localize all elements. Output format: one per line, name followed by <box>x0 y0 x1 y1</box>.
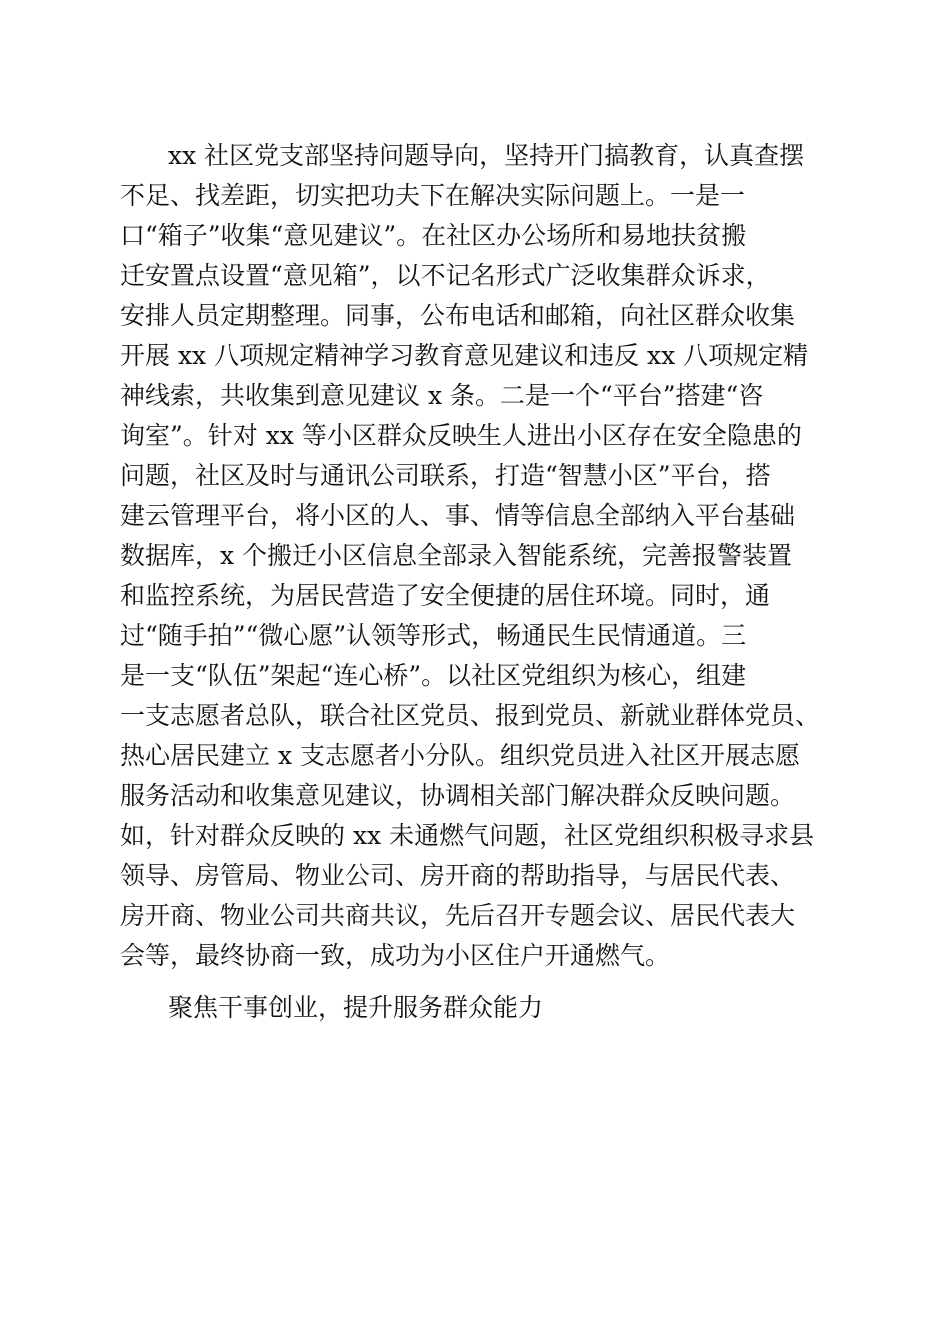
paragraph-line: 问题，社区及时与通讯公司联系，打造“智慧小区”平台，搭 <box>120 461 771 490</box>
paragraph-line: 建云管理平台，将小区的人、事、情等信息全部纳入平台基础 <box>120 501 796 530</box>
paragraph-line: 和监控系统，为居民营造了安全便捷的居住环境。同时，通 <box>120 581 771 610</box>
paragraph-line: 服务活动和收集意见建议，协调相关部门解决群众反映问题。 <box>120 781 796 810</box>
paragraph-line: 房开商、物业公司共商共议，先后召开专题会议、居民代表大 <box>120 901 796 930</box>
paragraph-line: xx 社区党支部坚持问题导向，坚持开门搞教育，认真查摆 <box>168 141 805 170</box>
paragraph-line: 开展 xx 八项规定精神学习教育意见建议和违反 xx 八项规定精 <box>120 341 809 370</box>
paragraph-line: 领导、房管局、物业公司、房开商的帮助指导，与居民代表、 <box>120 861 796 890</box>
paragraph-line: 迁安置点设置“意见箱”，以不记名形式广泛收集群众诉求， <box>120 261 771 290</box>
paragraph-line: 安排人员定期整理。同事，公布电话和邮箱，向社区群众收集 <box>120 301 796 330</box>
paragraph-line: 热心居民建立 x 支志愿者小分队。组织党员进入社区开展志愿 <box>120 741 800 770</box>
paragraph-line: 一支志愿者总队，联合社区党员、报到党员、新就业群体党员、 <box>120 701 821 730</box>
paragraph-line: 是一支“队伍”架起“连心桥”。以社区党组织为核心，组建 <box>120 661 747 690</box>
paragraph-line: 会等，最终协商一致，成功为小区住户开通燃气。 <box>120 941 671 970</box>
paragraph-line: 神线索，共收集到意见建议 x 条。二是一个“平台”搭建“咨 <box>120 381 764 410</box>
paragraph-line: 如，针对群众反映的 xx 未通燃气问题，社区党组织积极寻求县 <box>120 821 815 850</box>
paragraph-line: 不足、找差距，切实把功夫下在解决实际问题上。一是一 <box>120 181 746 210</box>
paragraph-line: 询室”。针对 xx 等小区群众反映生人进出小区存在安全隐患的 <box>120 421 802 450</box>
paragraph-line: 数据库，x 个搬迁小区信息全部录入智能系统，完善报警装置 <box>120 541 793 570</box>
section-heading: 聚焦干事创业，提升服务群众能力 <box>168 993 544 1022</box>
paragraph-line: 口“箱子”收集“意见建议”。在社区办公场所和易地扶贫搬 <box>120 221 747 250</box>
paragraph-line: 过“随手拍”“微心愿”认领等形式，畅通民生民情通道。三 <box>120 621 747 650</box>
